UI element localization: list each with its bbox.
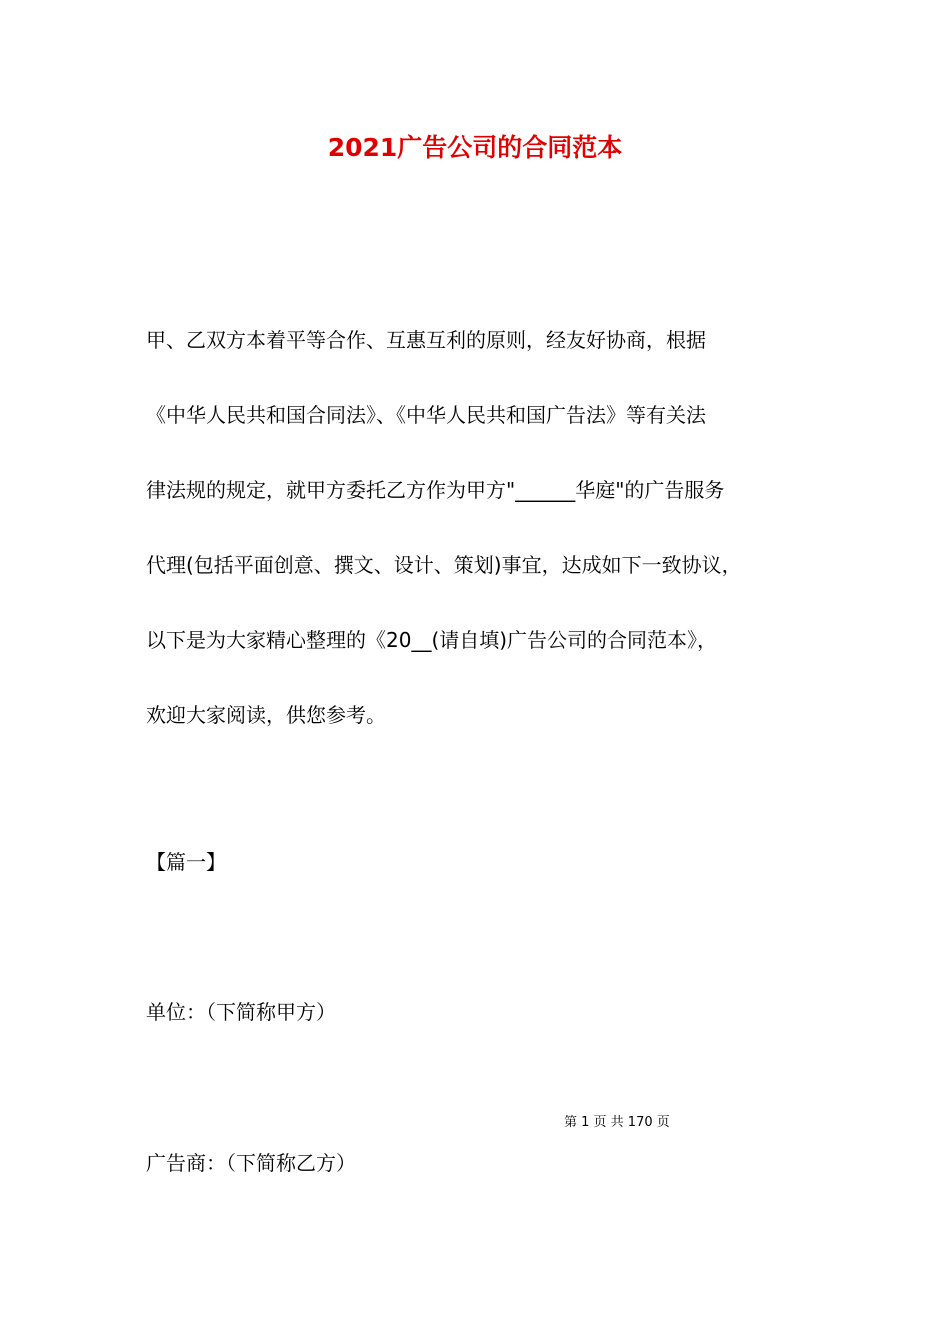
- intro-line: 甲、乙双方本着平等合作、互惠互利的原则，经友好协商，根据: [146, 328, 706, 352]
- intro-line: 代理(包括平面创意、撰文、设计、策划)事宜，达成如下一致协议，: [146, 553, 742, 577]
- section-heading: 【篇一】: [146, 850, 226, 874]
- intro-line: 律法规的规定，就甲方委托乙方作为甲方"______华庭"的广告服务: [146, 478, 725, 502]
- intro-line: 以下是为大家精心整理的《20__(请自填)广告公司的合同范本》，: [146, 628, 718, 652]
- intro-line: 《中华人民共和国合同法》、《中华人民共和国广告法》等有关法: [146, 403, 706, 427]
- party-b-field: 广告商：（下简称乙方）: [146, 1151, 356, 1175]
- intro-paragraph: [146, 323, 836, 773]
- party-a-field: 单位：（下简称甲方）: [146, 1000, 336, 1024]
- page-footer: 第 1 页 共 170 页: [564, 1115, 670, 1130]
- intro-line: 欢迎大家阅读，供您参考。: [146, 703, 386, 727]
- document-title: 2021广告公司的合同范本: [327, 133, 623, 162]
